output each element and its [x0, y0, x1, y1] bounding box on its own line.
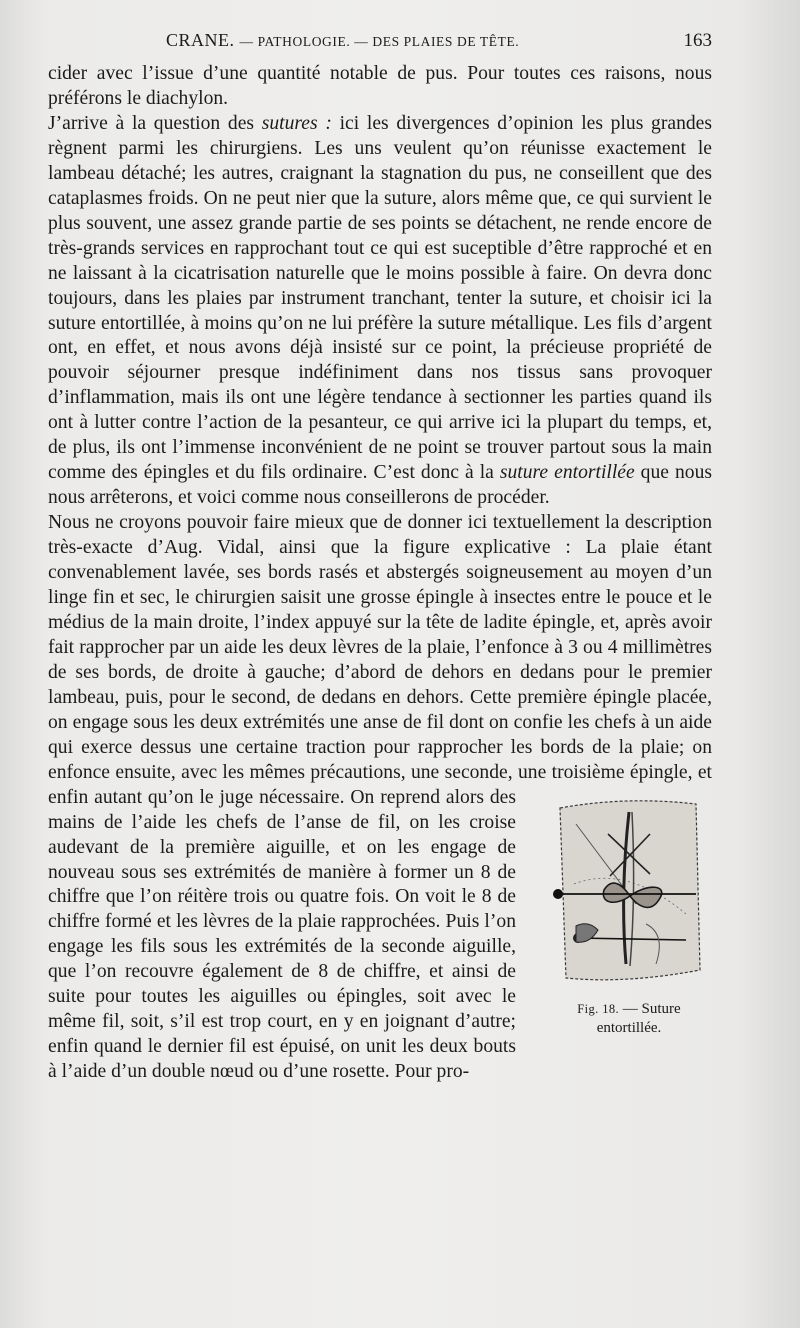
running-header: [48, 30, 712, 58]
figure-caption: [546, 1000, 712, 1038]
figure-label: Fig. 18.: [577, 1001, 620, 1016]
figure-title: — Suture entortillée.: [596, 1000, 681, 1036]
figure-18: [546, 794, 712, 1056]
paragraph-2: J’arrive à la question des sutures : ici les divergences d’opinion les plus grandes règnent parmi les chirurgiens. Les uns veulent qu’on réunisse exactement le lambeau détaché; les autres, craignant la stagnation du pus, ne conseillent que des cataplasmes froids. On ne peut nier que la suture, alors même que, ce qui survient le plus souvent, une assez grande partie de ses points se détachent, ne rende encore de très-grands services en rapprochant tout ce qui est suceptible d’être rapproché et en ne laissant à la cicatrisation naturelle que le moins possible à faire. On devra donc toujours, dans les plaies par instrument tranchant, tenter la suture, et choisir ici la suture entortillée, à moins qu’on ne lui préfère la suture métallique. Les fils d’argent ont, en effet, et nous avons déjà insisté sur ce point, la précieuse propriété de pouvoir séjourner presque indéfiniment dans nos tissus sans provoquer d’inflammation, mais ils ont une légère tendance à sectionner les parties quand ils ont à lutter contre l’action de la pesanteur, ce qui arrive ici la plupart du temps, et, de plus, ils ont l’immense inconvénient de ne point se trouver partout sous la main comme des épingles et du fils ordinaire. C’est donc à la suture entortillée que nous nous arrêterons, et voici comme nous conseillerons de procéder.: [48, 112, 712, 509]
paragraph-1: cider avec l’issue d’une quantité notable de pus. Pour toutes ces raisons, nous préférons le diachylon.: [48, 63, 712, 109]
suture-illustration: [546, 794, 712, 994]
running-title-rest: — PATHOLOGIE. — DES PLAIES DE TÊTE.: [239, 34, 520, 49]
page-number: 163: [683, 30, 712, 51]
paragraph-3: Nous ne croyons pouvoir faire mieux que de donner ici textuellement la description très-exacte d’Aug. Vidal, ainsi que la figure explicative : La plaie étant convenablement lavée, ses bords rasés et abstergés soigneusement au moyen d’un linge fin et sec, le chirurgien saisit une grosse épingle à insectes entre le pouce et le médius de la main droite, l’index appuyé sur la tête de ladite épingle, et, après avoir fait rapprocher par un aide les deux lèvres de la plaie, l’enfonce à 3 ou 4 millimètres de ses bords, de droite à gauche; d’abord de dehors en dedans pour le premier lambeau, puis, pour le second, de dedans en dehors. Cette première épingle placée, on engage sous les deux extrémités une anse de fil dont on confie les chefs à un aide qui exerce dessus une certaine traction pour rapprocher les bords de la plaie; on enfonce ensuite, avec les mêmes précautions, une seconde, une troisième épingle, et enfin autant qu’on le juge nécessaire. Fig. 18. — Suture entortillée. On reprend alors des mains de l’aide les chefs de l’anse de fil, on les croise audevant de la première aiguille, et on les engage de nouveau sous ses extrémités de manière à former un 8 de chiffre que l’on réitère trois ou quatre fois. On voit le 8 de chiffre formé et les lèvres de la plaie rapprochées. Puis l’on engage les fils sous les extrémités de la seconde aiguille, que l’on recouvre également de 8 de chiffre, et ainsi de suite pour toutes les aiguilles ou épingles, soit avec le même fil, soit, s’il est trop court, en y en joignant d’autre; enfin quand le dernier fil est épuisé, on unit les deux bouts à l’aide d’un double nœud ou d’une rosette. Pour pro-: [48, 512, 712, 1083]
running-title-main: CRANE.: [166, 30, 235, 50]
body-text: [48, 62, 712, 1085]
